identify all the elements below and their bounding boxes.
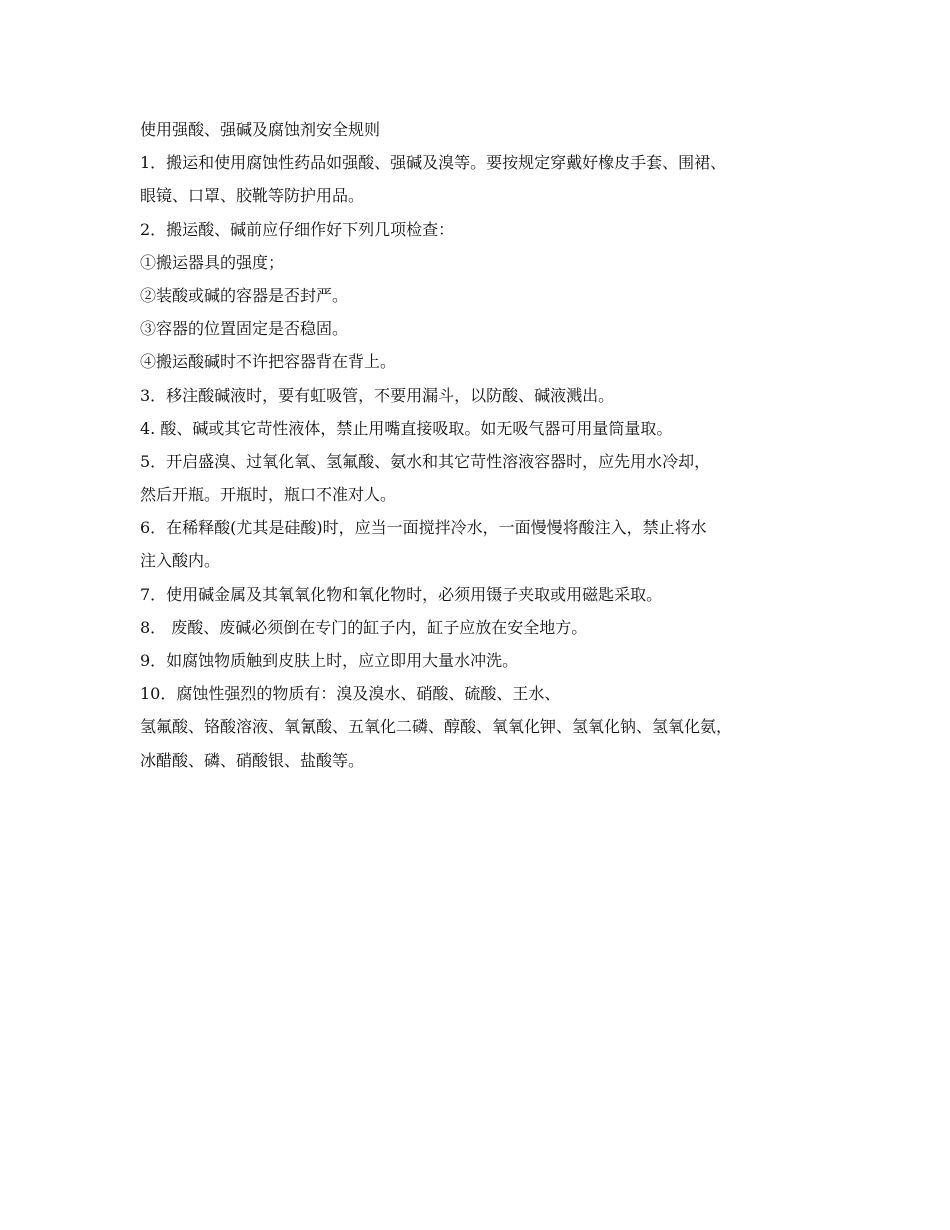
text-line: ②装酸或碱的容器是否封严。 [140, 285, 349, 305]
text-line: 注入酸内。 [140, 551, 221, 571]
document-page [140, 113, 840, 777]
text-line: 7．使用碱金属及其氧氧化物和氧化物时，必须用镊子夹取或用磁匙采取。 [140, 584, 663, 604]
text-line: ③容器的位置固定是否稳固。 [140, 319, 349, 339]
text-line: 3．移注酸碱液时，要有虹吸管，不要用漏斗，以防酸、碱液溅出。 [140, 385, 615, 405]
document-title: 使用强酸、强碱及腐蚀剂安全规则 [140, 120, 381, 139]
text-line: 10．腐蚀性强烈的物质有：溴及溴水、硝酸、硫酸、王水、 [140, 684, 561, 704]
text-line: 4. 酸、碱或其它苛性液体，禁止用嘴直接吸取。如无吸气器可用量筒量取。 [140, 418, 673, 438]
text-line: 然后开瓶。开瓶时，瓶口不准对人。 [140, 485, 397, 505]
text-line: 眼镜、口罩、胶靴等防护用品。 [140, 186, 365, 206]
text-line: 5．开启盛溴、过氧化氧、氢氟酸、氨水和其它苛性溶液容器时，应先用水冷却， [140, 451, 711, 471]
text-line: 9．如腐蚀物质触到皮肤上时，应立即用大量水冲洗。 [140, 651, 519, 670]
text-line: 8． 废酸、废碱必须倒在专门的缸子内，缸子应放在安全地方。 [140, 617, 588, 637]
text-line: 1．搬运和使用腐蚀性药品如强酸、强碱及溴等。要按规定穿戴好橡皮手套、围裙、 [140, 153, 727, 173]
text-line: 6．在稀释酸(尤其是硅酸)时，应当一面搅拌冷水，一面慢慢将酸注入，禁止将水 [140, 518, 707, 538]
text-line: ④搬运酸碱时不许把容器背在背上。 [140, 352, 397, 372]
text-line: ①搬运器具的强度； [140, 252, 285, 272]
text-line: 2．搬运酸、碱前应仔细作好下列几项检查： [140, 219, 455, 239]
text-line: 冰醋酸、磷、硝酸银、盐酸等。 [140, 750, 365, 770]
text-line: 氢氟酸、铬酸溶液、氧氰酸、五氧化二磷、醇酸、氧氧化钾、氢氧化钠、氢氧化氨， [140, 717, 733, 737]
